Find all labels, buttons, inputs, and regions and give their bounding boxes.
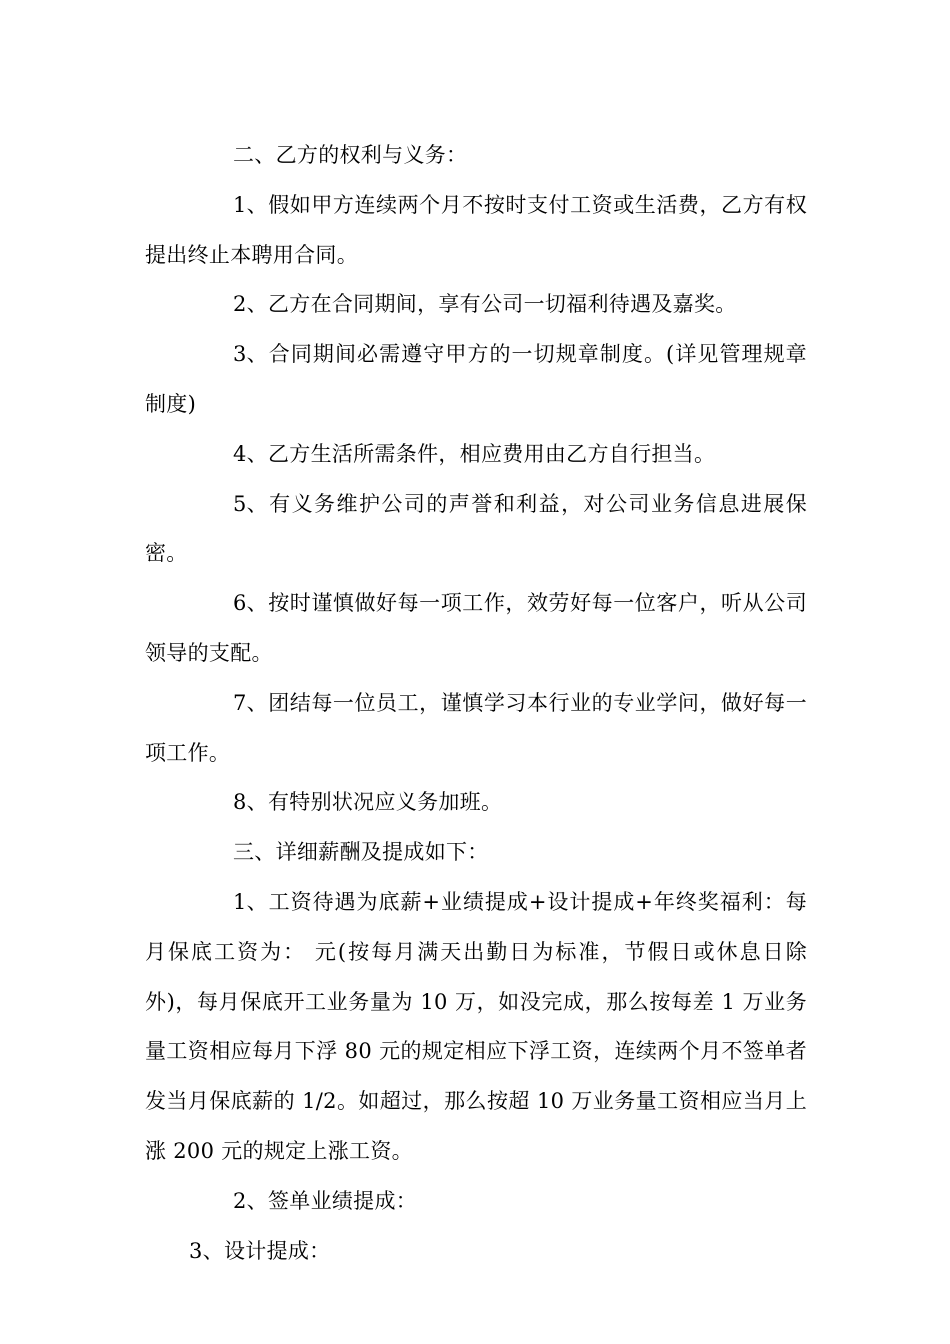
clause-3 (145, 330, 807, 430)
clause-7 (145, 679, 807, 779)
paragraph-text: 有义务维护公司的声誉和利益，对公司业务信息进展保密。 (145, 491, 807, 566)
paragraph-text: 乙方生活所需条件，相应费用由乙方自行担当。 (267, 441, 716, 466)
paragraph-number: 7、 (233, 690, 268, 715)
paragraph-number: 3、 (233, 342, 268, 367)
section-heading-salary (145, 828, 807, 878)
paragraph-text: 乙方的权利与义务： (275, 143, 468, 167)
paragraph-number: 4、 (233, 441, 268, 466)
paragraph-number: 2、 (233, 1188, 268, 1213)
paragraph-number: 2、 (233, 292, 268, 317)
paragraph-text: 设计提成： (223, 1238, 331, 1263)
salary-clause-3 (145, 1227, 807, 1277)
paragraph-text: 按时谨慎做好每一项工作，效劳好每一位客户，听从公司领导的支配。 (145, 591, 807, 665)
salary-clause-1 (145, 878, 807, 1177)
paragraph-text: 工资待遇为底薪+业绩提成+设计提成+年终奖福利：每月保底工资为： 元(按每月满天出勤日为标准，节假日或休息日除外)，每月保底开工业务量为 10 万，如没完成，那么按每差 1 万业务量工资相应每月下浮 80 元的规定相应下浮工资，连续两个月不签单者发当月保底薪的 1/2。如超过，那么按超 10 万业务量工资相应当月上涨 200 元的规定上涨工资。 (145, 889, 807, 1163)
paragraph-number: 1、 (233, 889, 268, 914)
document-body (145, 131, 807, 1276)
clause-8 (145, 778, 807, 828)
paragraph-text: 合同期间必需遵守甲方的一切规章制度。(详见管理规章制度) (145, 342, 807, 416)
paragraph-number: 1、 (233, 192, 268, 217)
paragraph-number: 5、 (233, 491, 268, 516)
paragraph-text: 详细薪酬及提成如下： (275, 840, 489, 865)
paragraph-number: 二、 (233, 143, 276, 167)
clause-5 (145, 480, 807, 580)
paragraph-text: 假如甲方连续两个月不按时支付工资或生活费，乙方有权提出终止本聘用合同。 (145, 192, 807, 267)
paragraph-number: 三、 (233, 840, 276, 865)
paragraph-text: 团结每一位员工，谨慎学习本行业的专业学问，做好每一项工作。 (145, 690, 807, 765)
paragraph-text: 有特别状况应义务加班。 (267, 790, 503, 815)
paragraph-text: 乙方在合同期间，享有公司一切福利待遇及嘉奖。 (267, 292, 737, 317)
clause-1 (145, 181, 807, 281)
clause-6 (145, 579, 807, 679)
clause-4 (145, 430, 807, 480)
section-heading-rights (145, 131, 807, 181)
paragraph-number: 8、 (233, 790, 268, 815)
clause-2 (145, 280, 807, 330)
salary-clause-2 (145, 1177, 807, 1227)
paragraph-number: 6、 (233, 591, 268, 616)
paragraph-number: 3、 (189, 1238, 224, 1263)
paragraph-text: 签单业绩提成： (267, 1188, 418, 1213)
